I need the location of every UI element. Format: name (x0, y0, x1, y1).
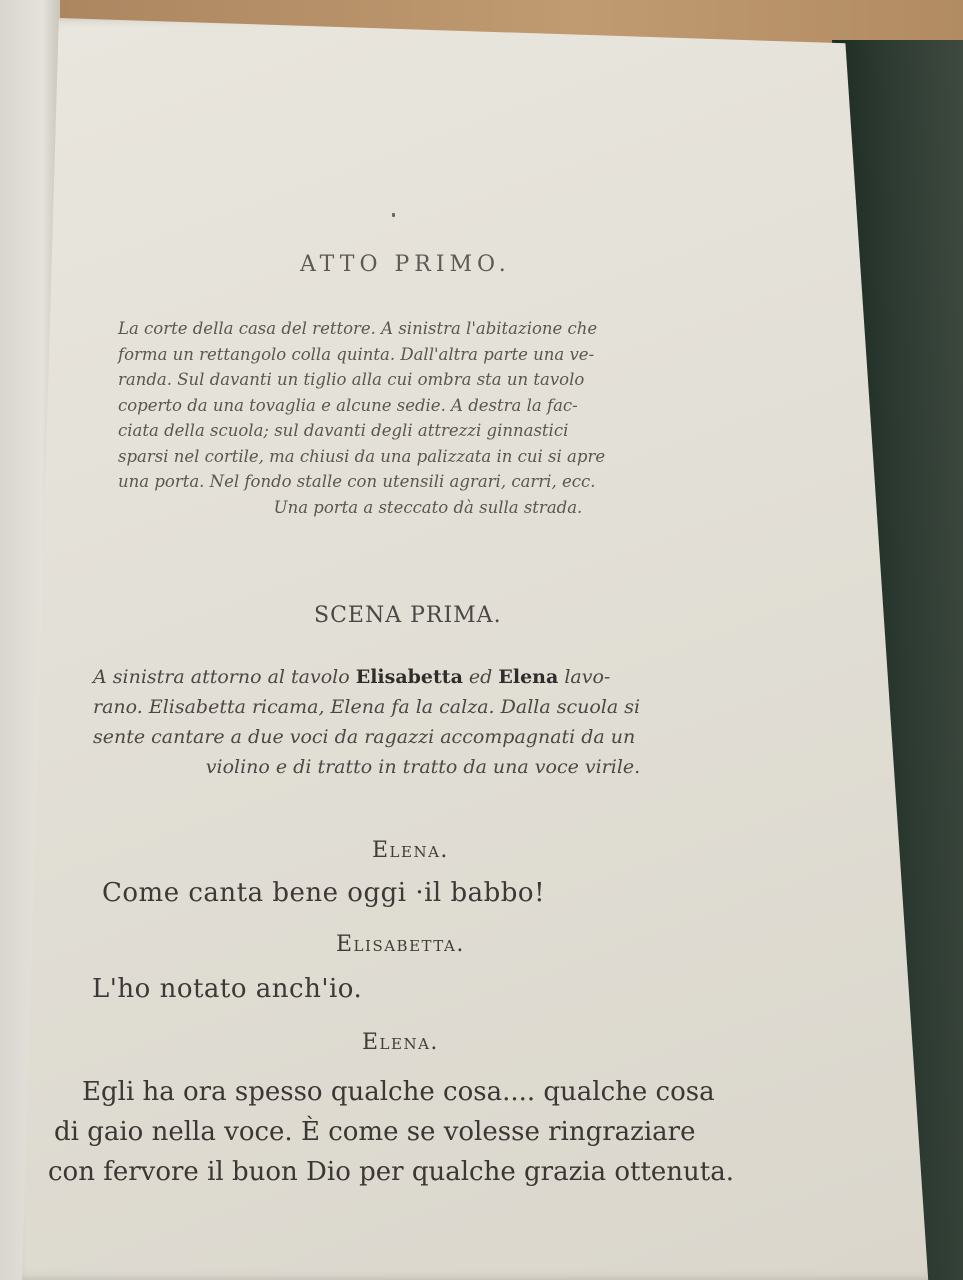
speaker-name: Elisabetta. (336, 932, 465, 957)
dialogue-line: Egli ha ora spesso qualche cosa.... qualche cosa (82, 1077, 715, 1107)
stage-direction-line: ciata della scuola; sul davanti degli attrezzi ginnastici (118, 421, 569, 440)
scene-text: lavo- (558, 666, 611, 688)
stage-directions (118, 316, 738, 520)
character-name: Elena (498, 666, 559, 688)
stage-direction-line: una porta. Nel fondo stalle con utensili agrari, carri, ecc. (118, 472, 596, 491)
scene-text: ed (462, 666, 499, 688)
dialogue-line: Come canta bene oggi ·il babbo! (102, 878, 546, 908)
scene-description-line: sente cantare a due voci da ragazzi accompagnati da un (93, 726, 636, 748)
scene-description-line (93, 662, 753, 692)
final-dialogue (48, 1072, 778, 1192)
stage-direction-line: La corte della casa del rettore. A sinistra l'abitazione che (118, 319, 598, 338)
scene-description (93, 662, 753, 782)
scene-description-line: rano. Elisabetta ricama, Elena fa la calza. Dalla scuola si (93, 696, 641, 718)
stage-direction-line: randa. Sul davanti un tiglio alla cui ombra sta un tavolo (118, 370, 585, 389)
speaker-name: Elena. (362, 1030, 439, 1055)
character-name: Elisabetta (355, 666, 463, 688)
stage-direction-line: coperto da una tovaglia e alcune sedie. A destra la fac- (118, 395, 578, 415)
speaker-name: Elena. (372, 838, 449, 863)
stage-direction-line: Una porta a steccato dà sulla strada. (273, 497, 583, 517)
stage-direction-line: sparsi nel cortile, ma chiusi da una palizzata in cui si apre (118, 446, 606, 466)
dialogue-line: con fervore il buon Dio per qualche grazia ottenuta. (48, 1157, 734, 1187)
scene-description-line: violino e di tratto in tratto da una voce virile. (205, 756, 641, 778)
dialogue-line: L'ho notato anch'io. (92, 974, 363, 1004)
act-title: ATTO PRIMO. (300, 252, 511, 277)
stage-direction-line: forma un rettangolo colla quinta. Dall'altra parte una ve- (118, 344, 595, 364)
dialogue-line: di gaio nella voce. È come se volesse ringraziare (54, 1117, 696, 1147)
scene-text: A sinistra attorno al tavolo (93, 666, 356, 688)
scene-title: SCENA PRIMA. (314, 603, 502, 628)
ink-speck (392, 213, 395, 217)
